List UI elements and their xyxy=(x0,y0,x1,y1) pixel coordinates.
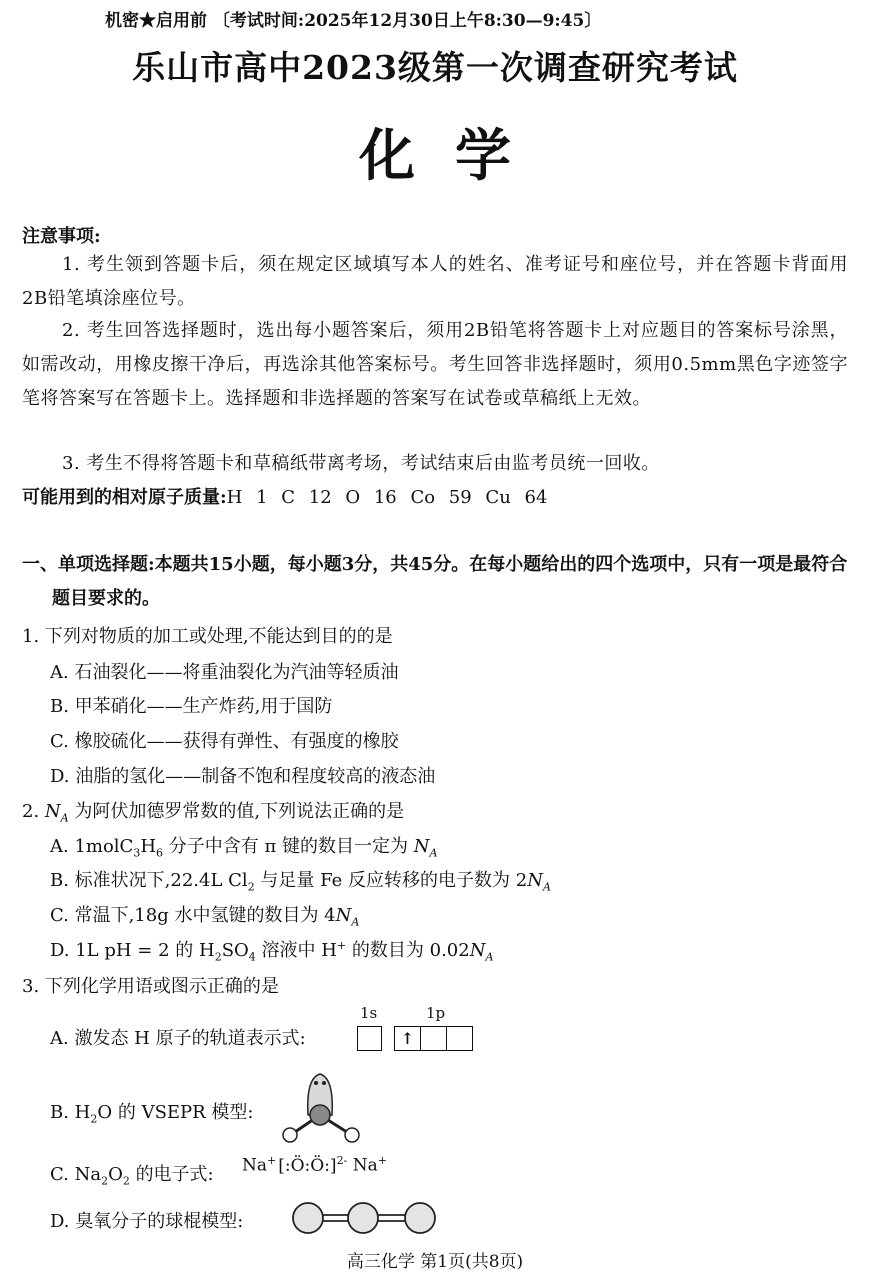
q1-option-d: D. 油脂的氢化——制备不饱和程度较高的液态油 xyxy=(50,766,436,787)
vsepr-model-icon xyxy=(278,1070,368,1146)
notice-item-1: 1. 考生领到答题卡后，须在规定区域填写本人的姓名、准考证号和座位号，并在答题卡背面用2B铅笔填涂座位号。 xyxy=(22,254,848,309)
page-footer: 高三化学 第1页(共8页) xyxy=(346,1252,524,1272)
orbital-box-1s xyxy=(357,1026,382,1051)
atomic-mass-values: H 1 C 12 O 16 Co 59 Cu 64 xyxy=(226,487,548,508)
q2-stem: 2. $N_A$ 为阿伏加德罗常数的值,下列说法正确的是 xyxy=(22,801,405,825)
q2-option-a: A. $1molC_3H_6$ 分子中含有 π 键的数目一定为 $N_A$ xyxy=(50,836,438,860)
q3-option-c: C. $Na_2O_2$ 的电子式: xyxy=(50,1164,214,1188)
q3-option-d: D. 臭氧分子的球棍模型: xyxy=(50,1211,244,1232)
notice-heading: 注意事项: xyxy=(22,226,101,247)
orbital-box-1p xyxy=(394,1026,473,1051)
up-arrow-icon: ↑ xyxy=(395,1027,421,1050)
atomic-mass-label: 可能用到的相对原子质量: xyxy=(22,487,227,508)
q1-option-b: B. 甲苯硝化——生产炸药,用于国防 xyxy=(50,696,333,717)
notice-item-2: 2. 考生回答选择题时，选出每小题答案后，须用2B铅笔将答题卡上对应题目的答案标号涂黑，如需改动，用橡皮擦干净后，再选涂其他答案标号。考生回答非选择题时，须用0.5mm黑色字迹签字笔将答案写在答题卡上。选择题和非选择题的答案写在试卷或草稿纸上无效。 xyxy=(22,320,848,409)
ozone-ball-stick-icon xyxy=(290,1199,438,1237)
q1-option-c: C. 橡胶硫化——获得有弹性、有强度的橡胶 xyxy=(50,731,399,752)
confidential-line: 机密★启用前 〔考试时间:2025年12月30日上午8:30—9:45〕 xyxy=(105,11,602,31)
atomic-mass-line xyxy=(22,483,547,509)
orbital-cell xyxy=(421,1027,447,1050)
q2-option-b: B. 标准状况下,22.4L $Cl_2$ 与足量 Fe 反应转移的电子数为 $2N_A$ xyxy=(50,870,551,894)
q1-stem: 1. 下列对物质的加工或处理,不能达到目的的是 xyxy=(22,626,393,647)
q1-option-a: A. 石油裂化——将重油裂化为汽油等轻质油 xyxy=(50,662,399,683)
q2-option-d: D. 1L pH = 2 的 $H_2SO_4$ 溶液中 H+ 的数目为 $0.02N_A$ xyxy=(50,939,494,964)
q3-option-b: B. $H_2O$ 的 VSEPR 模型: xyxy=(50,1102,254,1126)
exam-title: 乐山市高中2023级第一次调查研究考试 xyxy=(132,48,738,87)
orbital-label-1p: 1p xyxy=(426,1004,446,1022)
electron-formula: Na+ [:Ö:Ö:]$^{2-}$ Na+ xyxy=(242,1154,387,1176)
section-1-heading xyxy=(22,548,848,616)
orbital-label-1s: 1s xyxy=(360,1004,378,1022)
q2-option-c: C. 常温下,18g 水中氢键的数目为 $4N_A$ xyxy=(50,905,360,929)
subject-title: 化学 xyxy=(359,123,551,189)
q3-stem: 3. 下列化学用语或图示正确的是 xyxy=(22,976,279,997)
q3-option-a: A. 激发态 H 原子的轨道表示式: xyxy=(50,1028,306,1049)
section-1-heading-text: 一、单项选择题:本题共15小题，每小题3分，共45分。在每小题给出的四个选项中，只有一项是最符合题目要求的。 xyxy=(22,554,848,609)
notice-item-3: 3. 考生不得将答题卡和草稿纸带离考场，考试结束后由监考员统一回收。 xyxy=(62,453,660,474)
